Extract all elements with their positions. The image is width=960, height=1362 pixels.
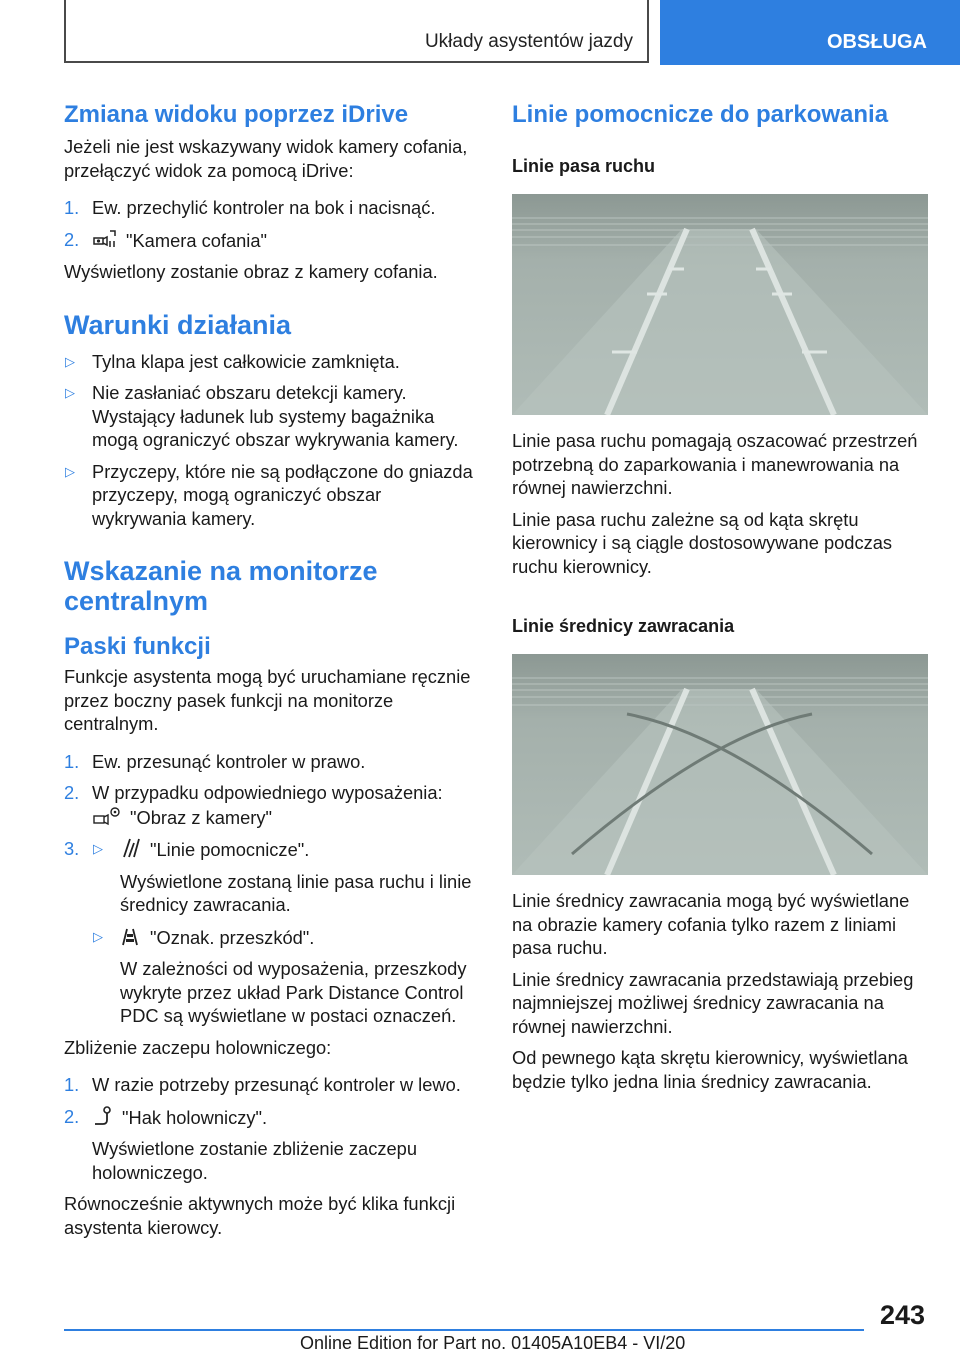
hitch-after: Wyświetlone zostanie zbliżenie zaczepu holowniczego. — [92, 1138, 418, 1183]
turning-lines-p1: Linie średnicy zawracania mogą być wyświetlane na obrazie kamery cofania tylko razem z liniami pasa ruchu. — [512, 890, 910, 958]
left-column — [64, 100, 478, 1239]
turning-lines-image — [512, 654, 928, 875]
heading-function-bars: Paski funkcji — [64, 633, 211, 660]
section-title: Układy asystentów jazdy — [424, 31, 633, 52]
triangle-bullet-icon: ▷ — [65, 353, 75, 369]
obstacle-marking-desc: W zależności od wyposażenia, przeszkody wykryte przez układ Park Distance Control PDC są wyświetlane w postaci oznaczeń. — [120, 958, 467, 1026]
idrive-intro: Jeżeli nie jest wskazywany widok kamery cofania, przełączyć widok za pomocą iDrive: — [64, 136, 468, 181]
lane-lines-image — [512, 194, 928, 415]
list-item: ▷ Przyczepy, które nie są podłączone do gniazda przyczepy, mogą ograniczyć obszar wykrywania kamery. — [65, 460, 473, 529]
list-item: 1. W razie potrzeby przesunąć kontroler w lewo. — [64, 1074, 461, 1095]
heading-lane-lines: Linie pasa ruchu — [512, 156, 656, 176]
tow-hitch-icon — [92, 1105, 114, 1127]
right-column — [512, 100, 928, 1093]
hitch-intro: Zbliżenie zaczepu holowniczego: — [64, 1036, 332, 1058]
heading-conditions: Warunki działania — [64, 309, 292, 340]
list-item: 1. Ew. przechylić kontroler na bok i nacisnąć. — [64, 197, 436, 218]
list-item: ▷ "Oznak. przeszkód". — [93, 926, 315, 948]
list-item: 1. Ew. przesunąć kontroler w prawo. — [64, 750, 366, 772]
obstacle-marking-icon — [120, 925, 142, 947]
triangle-bullet-icon: ▷ — [65, 385, 75, 400]
triangle-bullet-icon: ▷ — [65, 463, 75, 479]
header-section-box — [64, 0, 649, 63]
closing-note: Równocześnie aktywnych może być klika funkcji asystenta kierowcy. — [64, 1193, 456, 1238]
chapter-tab — [660, 0, 960, 65]
heading-display: Wskazanie na monitorze centralnym — [64, 556, 378, 616]
guide-lines-icon — [120, 837, 142, 859]
footer-edition: Online Edition for Part no. 01405A10EB4 - VI/20 — [300, 1333, 686, 1353]
lane-lines-p1: Linie pasa ruchu pomagają oszacować przestrzeń potrzebną do zaparkowania i manewrowania na równej nawierzchni. — [512, 430, 918, 498]
list-item: 2. "Kamera cofania" — [64, 228, 268, 251]
list-item: 2. W przypadku odpowiedniego wyposażenia: "Obraz z kamery" — [64, 782, 443, 828]
heading-turning-lines: Linie średnicy zawracania — [512, 616, 735, 636]
list-item: ▷ Nie zasłaniać obszaru detekcji kamery. Wystający ładunek lub systemy bagażnika mogą ograniczyć obszar wykrywania kamery. — [65, 382, 459, 450]
list-item: 3. ▷ "Linie pomocnicze". — [64, 838, 310, 860]
page-number: 243 — [880, 1300, 926, 1330]
rear-camera-icon — [92, 228, 118, 250]
list-item: 2. "Hak holowniczy". — [64, 1105, 268, 1128]
turning-lines-p3: Od pewnego kąta skrętu kierownicy, wyświetlana będzie tylko jedna linia średnicy zawracania. — [512, 1047, 908, 1092]
list-item: ▷ Tylna klapa jest całkowicie zamknięta. — [65, 350, 400, 372]
heading-parking-lines: Linie pomocnicze do parkowania — [512, 101, 889, 128]
triangle-bullet-icon: ▷ — [93, 841, 103, 856]
idrive-after: Wyświetlony zostanie obraz z kamery cofania. — [64, 261, 438, 282]
chapter-title: OBSŁUGA — [827, 31, 927, 53]
guide-lines-desc: Wyświetlone zostaną linie pasa ruchu i linie średnicy zawracania. — [120, 870, 472, 915]
lane-lines-p2: Linie pasa ruchu zależne są od kąta skrętu kierownicy i są ciągle dostosowywane podczas ruchu kierownicy. — [512, 508, 893, 577]
triangle-bullet-icon: ▷ — [93, 928, 103, 944]
heading-idrive: Zmiana widoku poprzez iDrive — [64, 101, 409, 128]
turning-lines-p2: Linie średnicy zawracania przedstawiają przebieg najmniejszej możliwej średnicy zawracania na równej nawierzchni. — [512, 968, 914, 1037]
function-bars-intro: Funkcje asystenta mogą być uruchamiane ręcznie przez boczny pasek funkcji na monitorze centralnym. — [64, 666, 471, 734]
footer-rule — [64, 1329, 864, 1331]
camera-view-icon — [92, 805, 122, 827]
